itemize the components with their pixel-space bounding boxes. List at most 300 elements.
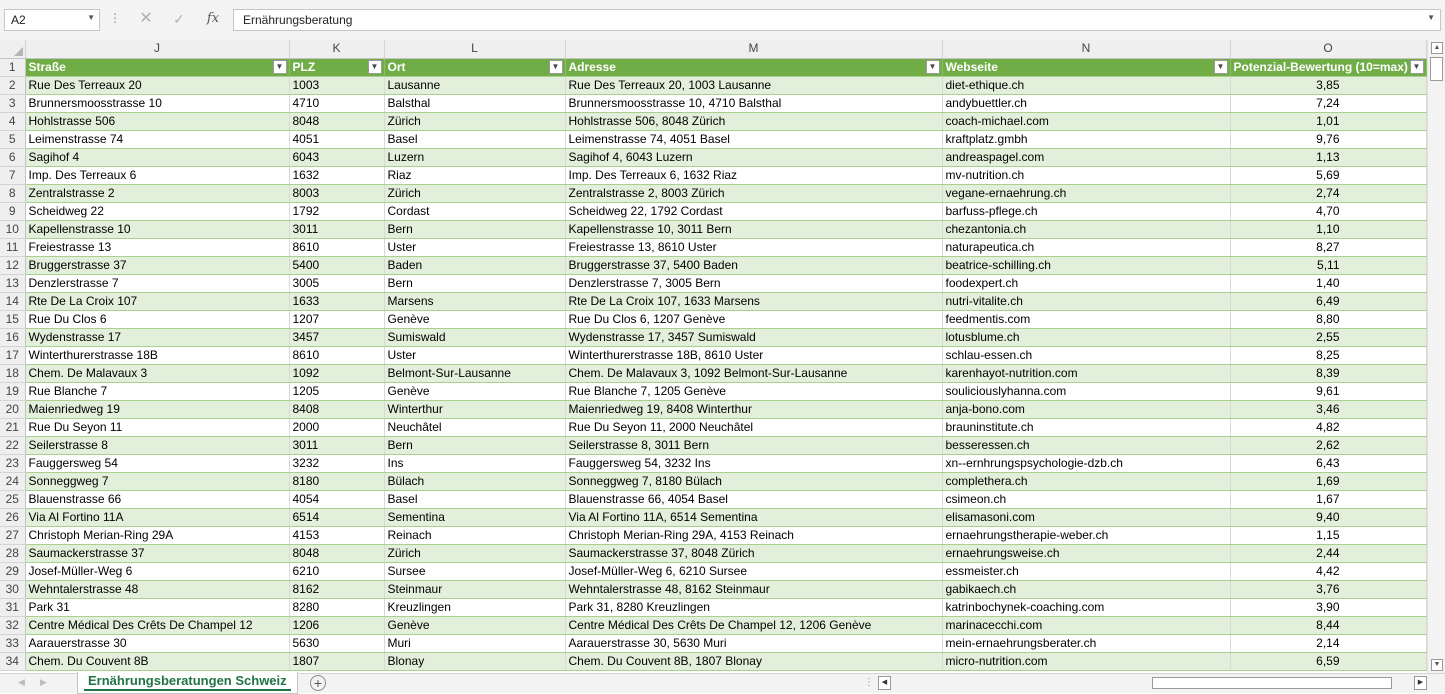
header-cell-bewertung[interactable] [1230, 58, 1426, 76]
row-header[interactable]: 16 [0, 328, 25, 346]
table-row [0, 112, 1426, 130]
cell-plz[interactable]: 8162 [289, 580, 384, 598]
cell-ort[interactable]: Genève [384, 616, 565, 634]
table-row [0, 544, 1426, 562]
cell-adresse[interactable]: Brunnersmoosstrasse 10, 4710 Balsthal [565, 94, 942, 112]
cell-adresse[interactable]: Chem. De Malavaux 3, 1092 Belmont-Sur-Lausanne [565, 364, 942, 382]
cell-webseite[interactable]: andreaspagel.com [942, 148, 1230, 166]
cell-bewertung[interactable]: 1,40 [1230, 274, 1426, 292]
header-label: Straße [28, 59, 66, 74]
cell-ort[interactable]: Muri [384, 634, 565, 652]
cell-adresse[interactable]: Sagihof 4, 6043 Luzern [565, 148, 942, 166]
table-row [0, 202, 1426, 220]
name-box-value: A2 [11, 13, 26, 27]
cell-ort[interactable]: Basel [384, 130, 565, 148]
cell-bewertung[interactable]: 8,27 [1230, 238, 1426, 256]
cell-strasse[interactable]: Rue Du Clos 6 [25, 310, 289, 328]
header-cell-ort[interactable] [384, 58, 565, 76]
cell-adresse[interactable]: Bruggerstrasse 37, 5400 Baden [565, 256, 942, 274]
previous-sheet-icon[interactable]: ◀ [18, 677, 25, 687]
cell-ort[interactable]: Luzern [384, 148, 565, 166]
header-label: Webseite [945, 59, 998, 74]
column-header-l[interactable]: L [384, 40, 565, 58]
row-header[interactable]: 5 [0, 130, 25, 148]
cell-bewertung[interactable]: 1,67 [1230, 490, 1426, 508]
cell-adresse[interactable]: Centre Médical Des Crêts De Champel 12, 1206 Genève [565, 616, 942, 634]
cell-ort[interactable]: Uster [384, 238, 565, 256]
formula-bar [0, 0, 1445, 40]
cell-plz[interactable]: 1807 [289, 652, 384, 670]
row-header[interactable]: 8 [0, 184, 25, 202]
sheet-tab-active[interactable]: Ernährungsberatungen Schweiz [77, 672, 298, 694]
filter-dropdown-icon[interactable]: ▼ [549, 60, 563, 74]
cell-bewertung[interactable]: 8,44 [1230, 616, 1426, 634]
cell-strasse[interactable]: Kapellenstrasse 10 [25, 220, 289, 238]
cell-strasse[interactable]: Leimenstrasse 74 [25, 130, 289, 148]
scroll-right-icon[interactable]: ▶ [1414, 676, 1427, 690]
next-sheet-icon[interactable]: ▶ [40, 677, 47, 687]
cell-strasse[interactable]: Centre Médical Des Crêts De Champel 12 [25, 616, 289, 634]
cell-plz[interactable]: 1092 [289, 364, 384, 382]
cell-bewertung[interactable]: 5,11 [1230, 256, 1426, 274]
table-row [0, 616, 1426, 634]
cell-webseite[interactable]: karenhayot-nutrition.com [942, 364, 1230, 382]
cell-webseite[interactable]: beatrice-schilling.ch [942, 256, 1230, 274]
row-header[interactable]: 10 [0, 220, 25, 238]
cell-strasse[interactable]: Scheidweg 22 [25, 202, 289, 220]
cell-ort[interactable]: Ins [384, 454, 565, 472]
cell-bewertung[interactable]: 8,25 [1230, 346, 1426, 364]
cell-webseite[interactable]: souliciouslyhanna.com [942, 382, 1230, 400]
cell-webseite[interactable]: gabikaech.ch [942, 580, 1230, 598]
cell-plz[interactable]: 6210 [289, 562, 384, 580]
cell-plz[interactable]: 1206 [289, 616, 384, 634]
chevron-down-icon[interactable]: ▼ [87, 13, 95, 22]
row-header[interactable]: 17 [0, 346, 25, 364]
cell-plz[interactable]: 1205 [289, 382, 384, 400]
cell-bewertung[interactable]: 3,90 [1230, 598, 1426, 616]
cell-adresse[interactable]: Denzlerstrasse 7, 3005 Bern [565, 274, 942, 292]
row-header[interactable]: 14 [0, 292, 25, 310]
cell-adresse[interactable]: Rue Du Clos 6, 1207 Genève [565, 310, 942, 328]
cell-plz[interactable]: 3005 [289, 274, 384, 292]
table-row [0, 220, 1426, 238]
cancel-icon[interactable]: ✕ [139, 10, 153, 27]
cell-ort[interactable]: Genève [384, 382, 565, 400]
table-row [0, 256, 1426, 274]
cell-webseite[interactable]: kraftplatz.gmbh [942, 130, 1230, 148]
cell-ort[interactable]: Cordast [384, 202, 565, 220]
cell-strasse[interactable]: Hohlstrasse 506 [25, 112, 289, 130]
cell-webseite[interactable]: diet-ethique.ch [942, 76, 1230, 94]
cell-ort[interactable]: Neuchâtel [384, 418, 565, 436]
cell-bewertung[interactable]: 9,76 [1230, 130, 1426, 148]
cell-ort[interactable]: Lausanne [384, 76, 565, 94]
cell-plz[interactable]: 3011 [289, 220, 384, 238]
cell-bewertung[interactable]: 1,01 [1230, 112, 1426, 130]
cell-plz[interactable]: 8610 [289, 238, 384, 256]
cell-ort[interactable]: Uster [384, 346, 565, 364]
header-cell-strasse[interactable] [25, 58, 289, 76]
check-icon[interactable]: ✓ [173, 11, 185, 27]
cell-strasse[interactable]: Rue Des Terreaux 20 [25, 76, 289, 94]
cell-strasse[interactable]: Sonneggweg 7 [25, 472, 289, 490]
scroll-left-icon[interactable]: ◀ [878, 676, 891, 690]
row-header[interactable]: 24 [0, 472, 25, 490]
cell-bewertung[interactable]: 6,49 [1230, 292, 1426, 310]
header-label: Potenzial-Bewertung (10=max) [1233, 59, 1408, 74]
cell-adresse[interactable]: Seilerstrasse 8, 3011 Bern [565, 436, 942, 454]
cell-plz[interactable]: 8408 [289, 400, 384, 418]
row-header[interactable]: 7 [0, 166, 25, 184]
header-cell-adresse[interactable] [565, 58, 942, 76]
cell-bewertung[interactable]: 4,70 [1230, 202, 1426, 220]
cell-webseite[interactable]: foodexpert.ch [942, 274, 1230, 292]
cell-ort[interactable]: Basel [384, 490, 565, 508]
cell-plz[interactable]: 5400 [289, 256, 384, 274]
row-header[interactable]: 32 [0, 616, 25, 634]
row-header[interactable]: 12 [0, 256, 25, 274]
cell-webseite[interactable]: complethera.ch [942, 472, 1230, 490]
cell-ort[interactable]: Bern [384, 436, 565, 454]
cell-ort[interactable]: Marsens [384, 292, 565, 310]
cell-strasse[interactable]: Seilerstrasse 8 [25, 436, 289, 454]
cell-strasse[interactable]: Wehntalerstrasse 48 [25, 580, 289, 598]
cell-strasse[interactable]: Bruggerstrasse 37 [25, 256, 289, 274]
filter-dropdown-icon[interactable]: ▼ [1214, 60, 1228, 74]
cell-strasse[interactable]: Brunnersmoosstrasse 10 [25, 94, 289, 112]
cell-plz[interactable]: 8003 [289, 184, 384, 202]
cell-adresse[interactable]: Rte De La Croix 107, 1633 Marsens [565, 292, 942, 310]
cell-plz[interactable]: 3457 [289, 328, 384, 346]
horizontal-scrollbar[interactable] [878, 676, 1427, 691]
row-header[interactable]: 21 [0, 418, 25, 436]
row-header[interactable]: 30 [0, 580, 25, 598]
cell-ort[interactable]: Blonay [384, 652, 565, 670]
cell-adresse[interactable]: Scheidweg 22, 1792 Cordast [565, 202, 942, 220]
cell-webseite[interactable]: chezantonia.ch [942, 220, 1230, 238]
cell-adresse[interactable]: Chem. Du Couvent 8B, 1807 Blonay [565, 652, 942, 670]
table-row [0, 310, 1426, 328]
cell-adresse[interactable]: Via Al Fortino 11A, 6514 Sementina [565, 508, 942, 526]
cell-strasse[interactable]: Aarauerstrasse 30 [25, 634, 289, 652]
column-header-k[interactable]: K [289, 40, 384, 58]
filter-dropdown-icon[interactable]: ▼ [926, 60, 940, 74]
table-row [0, 472, 1426, 490]
cell-webseite[interactable]: elisamasoni.com [942, 508, 1230, 526]
cell-bewertung[interactable]: 2,74 [1230, 184, 1426, 202]
cell-strasse[interactable]: Maienriedweg 19 [25, 400, 289, 418]
table-row [0, 328, 1426, 346]
row-header[interactable]: 31 [0, 598, 25, 616]
row-header[interactable]: 28 [0, 544, 25, 562]
cell-bewertung[interactable]: 3,76 [1230, 580, 1426, 598]
formula-value: Ernährungsberatung [243, 13, 353, 27]
cell-webseite[interactable]: andybuettler.ch [942, 94, 1230, 112]
cell-bewertung[interactable]: 2,62 [1230, 436, 1426, 454]
horizontal-scroll-thumb[interactable] [1152, 677, 1392, 689]
cell-adresse[interactable]: Sonneggweg 7, 8180 Bülach [565, 472, 942, 490]
cell-plz[interactable]: 4051 [289, 130, 384, 148]
cell-adresse[interactable]: Blauenstrasse 66, 4054 Basel [565, 490, 942, 508]
row-header[interactable]: 1 [0, 58, 25, 76]
vertical-scrollbar[interactable] [1427, 40, 1445, 673]
cell-adresse[interactable]: Winterthurerstrasse 18B, 8610 Uster [565, 346, 942, 364]
cell-adresse[interactable]: Wehntalerstrasse 48, 8162 Steinmaur [565, 580, 942, 598]
cell-plz[interactable]: 1633 [289, 292, 384, 310]
cell-adresse[interactable]: Park 31, 8280 Kreuzlingen [565, 598, 942, 616]
filter-dropdown-icon[interactable]: ▼ [368, 60, 382, 74]
filter-dropdown-icon[interactable]: ▼ [1410, 60, 1424, 74]
row-header[interactable]: 6 [0, 148, 25, 166]
cell-bewertung[interactable]: 9,61 [1230, 382, 1426, 400]
cell-webseite[interactable]: mein-ernaehrungsberater.ch [942, 634, 1230, 652]
table-row [0, 436, 1426, 454]
cell-webseite[interactable]: schlau-essen.ch [942, 346, 1230, 364]
cell-ort[interactable]: Steinmaur [384, 580, 565, 598]
cell-ort[interactable]: Baden [384, 256, 565, 274]
cell-adresse[interactable]: Saumackerstrasse 37, 8048 Zürich [565, 544, 942, 562]
cell-webseite[interactable]: nutri-vitalite.ch [942, 292, 1230, 310]
cell-bewertung[interactable]: 4,42 [1230, 562, 1426, 580]
row-header[interactable]: 18 [0, 364, 25, 382]
cell-plz[interactable]: 1632 [289, 166, 384, 184]
cell-webseite[interactable]: katrinbochynek-coaching.com [942, 598, 1230, 616]
cell-plz[interactable]: 1792 [289, 202, 384, 220]
cell-webseite[interactable]: marinacecchi.com [942, 616, 1230, 634]
cell-ort[interactable]: Bern [384, 220, 565, 238]
cell-ort[interactable]: Sementina [384, 508, 565, 526]
formula-input[interactable] [233, 9, 1441, 31]
cell-adresse[interactable]: Leimenstrasse 74, 4051 Basel [565, 130, 942, 148]
tab-splitter-icon[interactable]: ⋮ [864, 677, 873, 688]
header-cell-plz[interactable] [289, 58, 384, 76]
expand-formula-icon[interactable]: ▼ [1427, 13, 1435, 22]
cell-bewertung[interactable]: 6,59 [1230, 652, 1426, 670]
cell-ort[interactable]: Zürich [384, 184, 565, 202]
cell-strasse[interactable]: Rte De La Croix 107 [25, 292, 289, 310]
cell-bewertung[interactable]: 9,40 [1230, 508, 1426, 526]
cell-strasse[interactable]: Rue Blanche 7 [25, 382, 289, 400]
table-row [0, 580, 1426, 598]
cell-plz[interactable]: 8180 [289, 472, 384, 490]
table-row [0, 364, 1426, 382]
cell-bewertung[interactable]: 2,14 [1230, 634, 1426, 652]
header-label: Ort [387, 59, 406, 74]
cell-webseite[interactable]: feedmentis.com [942, 310, 1230, 328]
filter-dropdown-icon[interactable]: ▼ [273, 60, 287, 74]
cell-plz[interactable]: 6514 [289, 508, 384, 526]
select-all-corner[interactable] [0, 40, 25, 58]
cell-bewertung[interactable]: 3,85 [1230, 76, 1426, 94]
cell-plz[interactable]: 1003 [289, 76, 384, 94]
cell-bewertung[interactable]: 4,82 [1230, 418, 1426, 436]
cell-bewertung[interactable]: 3,46 [1230, 400, 1426, 418]
row-header[interactable]: 20 [0, 400, 25, 418]
cell-plz[interactable]: 4054 [289, 490, 384, 508]
cell-plz[interactable]: 6043 [289, 148, 384, 166]
cell-ort[interactable]: Sumiswald [384, 328, 565, 346]
cell-webseite[interactable]: anja-bono.com [942, 400, 1230, 418]
cell-strasse[interactable]: Freiestrasse 13 [25, 238, 289, 256]
cell-strasse[interactable]: Christoph Merian-Ring 29A [25, 526, 289, 544]
cell-bewertung[interactable]: 8,80 [1230, 310, 1426, 328]
column-header-o[interactable]: O [1230, 40, 1426, 58]
cell-webseite[interactable]: brauninstitute.ch [942, 418, 1230, 436]
cell-adresse[interactable]: Wydenstrasse 17, 3457 Sumiswald [565, 328, 942, 346]
cell-plz[interactable]: 8048 [289, 544, 384, 562]
cell-webseite[interactable]: micro-nutrition.com [942, 652, 1230, 670]
cell-ort[interactable]: Sursee [384, 562, 565, 580]
cell-bewertung[interactable]: 1,69 [1230, 472, 1426, 490]
cell-webseite[interactable]: mv-nutrition.ch [942, 166, 1230, 184]
cell-webseite[interactable]: ernaehrungsweise.ch [942, 544, 1230, 562]
cell-webseite[interactable]: vegane-ernaehrung.ch [942, 184, 1230, 202]
cell-plz[interactable]: 3232 [289, 454, 384, 472]
cell-plz[interactable]: 8048 [289, 112, 384, 130]
cell-bewertung[interactable]: 1,13 [1230, 148, 1426, 166]
cell-strasse[interactable]: Rue Du Seyon 11 [25, 418, 289, 436]
cell-strasse[interactable]: Zentralstrasse 2 [25, 184, 289, 202]
cell-ort[interactable]: Bern [384, 274, 565, 292]
cell-ort[interactable]: Bülach [384, 472, 565, 490]
cell-adresse[interactable]: Freiestrasse 13, 8610 Uster [565, 238, 942, 256]
cell-bewertung[interactable]: 8,39 [1230, 364, 1426, 382]
cell-strasse[interactable]: Josef-Müller-Weg 6 [25, 562, 289, 580]
cell-adresse[interactable]: Maienriedweg 19, 8408 Winterthur [565, 400, 942, 418]
cell-webseite[interactable]: ernaehrungstherapie-weber.ch [942, 526, 1230, 544]
cell-webseite[interactable]: naturapeutica.ch [942, 238, 1230, 256]
row-header[interactable]: 9 [0, 202, 25, 220]
cell-strasse[interactable]: Denzlerstrasse 7 [25, 274, 289, 292]
cell-adresse[interactable]: Aarauerstrasse 30, 5630 Muri [565, 634, 942, 652]
cell-bewertung[interactable]: 6,43 [1230, 454, 1426, 472]
cell-adresse[interactable]: Christoph Merian-Ring 29A, 4153 Reinach [565, 526, 942, 544]
column-header-row [0, 40, 1426, 58]
cell-webseite[interactable]: besseressen.ch [942, 436, 1230, 454]
cell-ort[interactable]: Zürich [384, 544, 565, 562]
cell-webseite[interactable]: csimeon.ch [942, 490, 1230, 508]
row-header[interactable]: 22 [0, 436, 25, 454]
cell-webseite[interactable]: barfuss-pflege.ch [942, 202, 1230, 220]
row-header[interactable]: 11 [0, 238, 25, 256]
cell-plz[interactable]: 8610 [289, 346, 384, 364]
cell-strasse[interactable]: Saumackerstrasse 37 [25, 544, 289, 562]
row-header[interactable]: 26 [0, 508, 25, 526]
cell-plz[interactable]: 4153 [289, 526, 384, 544]
cell-plz[interactable]: 8280 [289, 598, 384, 616]
worksheet-grid[interactable] [0, 40, 1427, 673]
cell-plz[interactable]: 3011 [289, 436, 384, 454]
cell-adresse[interactable]: Rue Du Seyon 11, 2000 Neuchâtel [565, 418, 942, 436]
cell-ort[interactable]: Genève [384, 310, 565, 328]
cell-bewertung[interactable]: 2,55 [1230, 328, 1426, 346]
cell-strasse[interactable]: Chem. De Malavaux 3 [25, 364, 289, 382]
cell-bewertung[interactable]: 1,15 [1230, 526, 1426, 544]
table-row [0, 598, 1426, 616]
row-header[interactable]: 33 [0, 634, 25, 652]
cell-ort[interactable]: Riaz [384, 166, 565, 184]
cell-ort[interactable]: Zürich [384, 112, 565, 130]
cell-strasse[interactable]: Winterthurerstrasse 18B [25, 346, 289, 364]
cell-plz[interactable]: 5630 [289, 634, 384, 652]
row-header[interactable]: 19 [0, 382, 25, 400]
cell-webseite[interactable]: coach-michael.com [942, 112, 1230, 130]
cell-ort[interactable]: Balsthal [384, 94, 565, 112]
cell-adresse[interactable]: Kapellenstrasse 10, 3011 Bern [565, 220, 942, 238]
name-box[interactable] [4, 9, 100, 31]
table-row [0, 94, 1426, 112]
sheet-tab-bar [0, 673, 1445, 693]
cell-adresse[interactable]: Rue Des Terreaux 20, 1003 Lausanne [565, 76, 942, 94]
table-row [0, 148, 1426, 166]
cell-strasse[interactable]: Fauggersweg 54 [25, 454, 289, 472]
column-header-m[interactable]: M [565, 40, 942, 58]
cell-adresse[interactable]: Fauggersweg 54, 3232 Ins [565, 454, 942, 472]
row-header[interactable]: 29 [0, 562, 25, 580]
cell-webseite[interactable]: essmeister.ch [942, 562, 1230, 580]
cell-adresse[interactable]: Rue Blanche 7, 1205 Genève [565, 382, 942, 400]
scroll-up-icon[interactable]: ▲ [1431, 42, 1443, 54]
row-header[interactable]: 3 [0, 94, 25, 112]
cell-strasse[interactable]: Park 31 [25, 598, 289, 616]
header-cell-webseite[interactable] [942, 58, 1230, 76]
cell-webseite[interactable]: xn--ernhrungspsychologie-dzb.ch [942, 454, 1230, 472]
row-header[interactable]: 34 [0, 652, 25, 670]
cell-strasse[interactable]: Blauenstrasse 66 [25, 490, 289, 508]
cell-adresse[interactable]: Imp. Des Terreaux 6, 1632 Riaz [565, 166, 942, 184]
cell-adresse[interactable]: Hohlstrasse 506, 8048 Zürich [565, 112, 942, 130]
column-header-n[interactable]: N [942, 40, 1230, 58]
table-row [0, 562, 1426, 580]
cell-strasse[interactable]: Imp. Des Terreaux 6 [25, 166, 289, 184]
cell-strasse[interactable]: Sagihof 4 [25, 148, 289, 166]
row-header[interactable]: 25 [0, 490, 25, 508]
cell-ort[interactable]: Winterthur [384, 400, 565, 418]
cell-plz[interactable]: 1207 [289, 310, 384, 328]
insert-function-icon[interactable]: fx [206, 11, 220, 26]
row-header[interactable]: 2 [0, 76, 25, 94]
cell-strasse[interactable]: Chem. Du Couvent 8B [25, 652, 289, 670]
cell-webseite[interactable]: lotusblume.ch [942, 328, 1230, 346]
cell-strasse[interactable]: Via Al Fortino 11A [25, 508, 289, 526]
cell-bewertung[interactable]: 5,69 [1230, 166, 1426, 184]
cell-strasse[interactable]: Wydenstrasse 17 [25, 328, 289, 346]
grip-dots-icon: ⋮ [109, 11, 120, 25]
scroll-down-icon[interactable]: ▼ [1431, 659, 1443, 671]
row-header[interactable]: 4 [0, 112, 25, 130]
cell-bewertung[interactable]: 2,44 [1230, 544, 1426, 562]
cell-ort[interactable]: Kreuzlingen [384, 598, 565, 616]
column-header-j[interactable]: J [25, 40, 289, 58]
cell-adresse[interactable]: Zentralstrasse 2, 8003 Zürich [565, 184, 942, 202]
vertical-scroll-thumb[interactable] [1430, 57, 1443, 81]
cell-adresse[interactable]: Josef-Müller-Weg 6, 6210 Sursee [565, 562, 942, 580]
row-header[interactable]: 27 [0, 526, 25, 544]
add-sheet-icon[interactable]: + [310, 675, 326, 691]
cell-ort[interactable]: Reinach [384, 526, 565, 544]
cell-bewertung[interactable]: 7,24 [1230, 94, 1426, 112]
cell-ort[interactable]: Belmont-Sur-Lausanne [384, 364, 565, 382]
cell-plz[interactable]: 2000 [289, 418, 384, 436]
table-row [0, 526, 1426, 544]
table-row [0, 508, 1426, 526]
row-header[interactable]: 15 [0, 310, 25, 328]
row-header[interactable]: 23 [0, 454, 25, 472]
cell-bewertung[interactable]: 1,10 [1230, 220, 1426, 238]
cell-plz[interactable]: 4710 [289, 94, 384, 112]
row-header[interactable]: 13 [0, 274, 25, 292]
